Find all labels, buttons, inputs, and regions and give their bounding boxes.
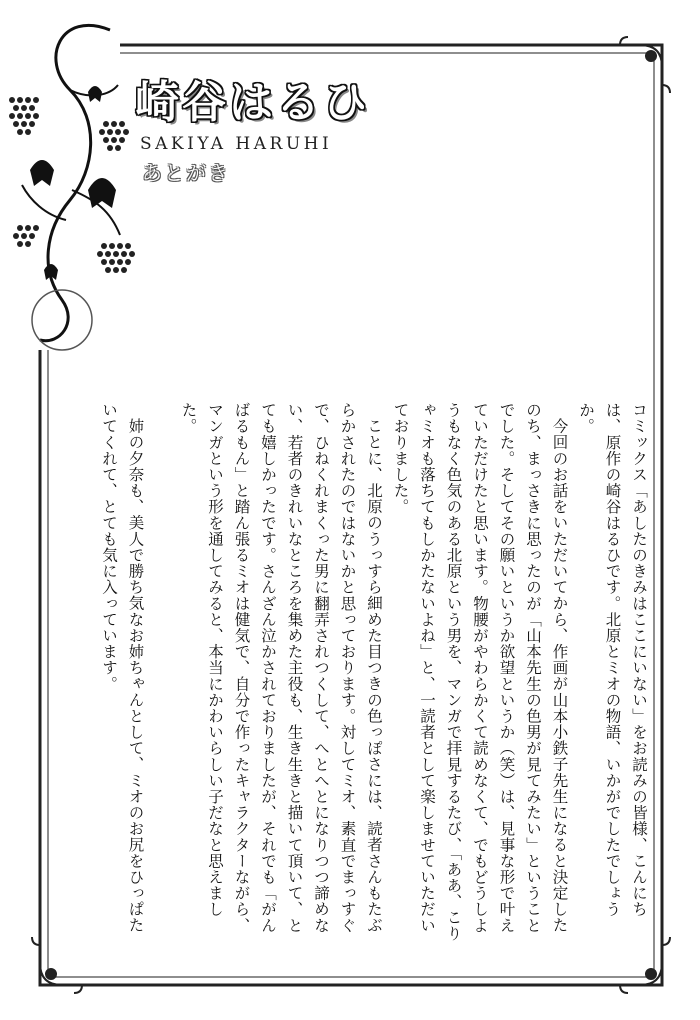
afterword-paragraph: ことに、北原のうっすら細めた目つきの色っぽさには、読者さんもたぶらかされたのではないかと思っております。対してミオ、素直でまっすぐで、ひねくれまくった男に翻弄されつくして、へとへとになりつつ諦めない、若者のきれいなところを集めた主役も、生き生きと描いて頂いて、とても嬉しかったです。さんざん泣かされておりましたが、それでも「がんばるもん」と踏ん張るミオは健気で、自分で作ったキャラクターながら、マンガという形を通してみると、本当にかわいらしい子だなと思えました。 (179, 402, 383, 934)
afterword-paragraph: 姉の夕奈も、美人で勝ち気なお姉ちゃんとして、ミオのお尻をひっぱたいてくれて、とても気に入っています。 (100, 402, 145, 933)
floral-vine-decoration (9, 20, 135, 350)
author-name-title: 崎谷はるひ (135, 77, 370, 128)
afterword-paragraph: コミックス「あしたのきみはここにいない」をお読みの皆様、こんにちは、原作の崎谷はるひです。北原とミオの物語、いかがでしたでしょうか。 (577, 402, 648, 918)
afterword-subtitle: あとがき (142, 161, 230, 185)
author-name-romaji: SAKIYA HARUHI (140, 134, 333, 154)
afterword-paragraph: 今回のお話をいただいてから、作画が山本小鉄子先生になると決定したのち、まっさきに思ったのが「山本先生の色男が見てみたい」ということでした。そしてその願いというか欲望というか（笑）は、見事な形で叶えていただけたと思います。物腰がやわらかくて読めなくて、でもどうしようもなく色気のある北原という男を、マンガで拝見するたび、「ああ、こりゃミオも落ちてもしかたないよね」と、一読者として楽しませていただいておりました。 (391, 402, 569, 942)
afterword-body (92, 402, 652, 942)
